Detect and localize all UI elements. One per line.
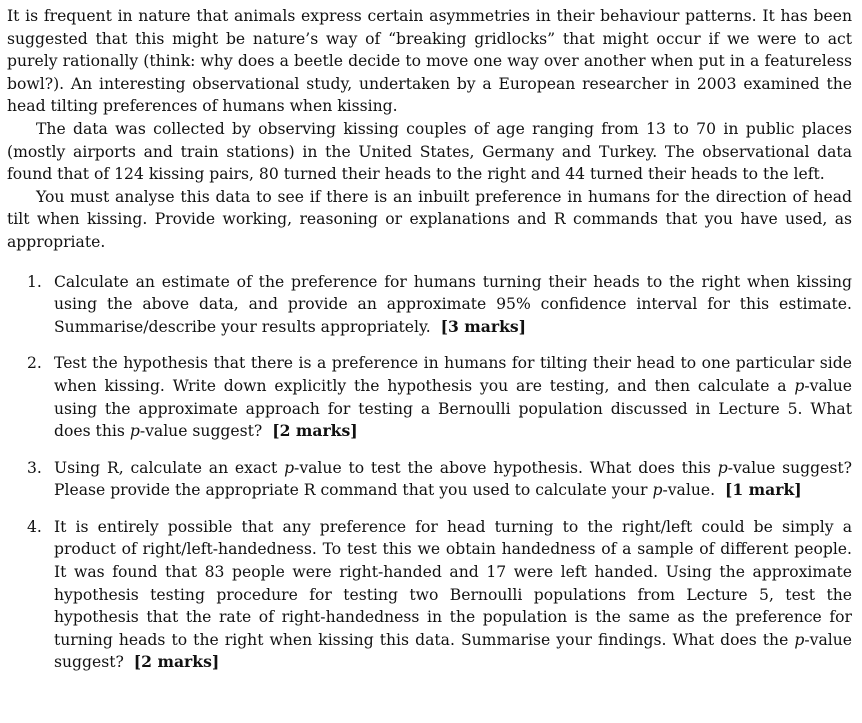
p-symbol: p [129, 422, 140, 441]
question-1 [7, 271, 852, 339]
p-symbol: p [794, 630, 805, 649]
p-symbol: p [794, 376, 805, 395]
question-4 [7, 516, 852, 674]
question-3 [7, 457, 852, 502]
question-marks: [1 mark] [724, 480, 802, 500]
intro-paragraph-3: You must analyse this data to see if there is an inbuilt preference in humans for the direction of head tilt when kissing. Provide working, reasoning or explanations and R commands that you have used, as appropriate. [7, 187, 852, 251]
question-marks: [2 marks] [272, 421, 358, 441]
question-marks: [3 marks] [440, 316, 527, 336]
question-text: -value suggest? Please provide the appropriate R command that you used to calculate your [54, 458, 852, 500]
p-symbol: p [652, 481, 663, 500]
question-text: -value using the approximate approach for testing a Bernoulli population discussed in Lecture 5. What does this [54, 376, 852, 441]
question-number: 1. [27, 272, 42, 291]
question-text: -value. [662, 481, 716, 500]
intro-paragraph-2: The data was collected by observing kissing couples of age ranging from 13 to 70 in public places (mostly airports and train stations) in the United States, Germany and Turkey. The observational data found that of 124 kissing pairs, 80 turned their heads to the right and 44 turned their heads to the left. [7, 119, 852, 184]
p-symbol: p [717, 458, 728, 477]
question-text: It is entirely possible that any preference for head turning to the right/left could be simply a product of right/left-handedness. To test this we obtain handedness of a sample of different people. It was found that 83 people were right-handed and 17 were left handed. Using the approximate hypothesis testing procedure for testing two Bernoulli populations from Lecture 5, test the hypothesis that the rate of right-handedness in the population is the same as the preference for turning heads to the right when kissing this data. Summarise your findings. What does the [54, 517, 852, 649]
question-2 [7, 352, 852, 442]
question-text: Test the hypothesis that there is a preference in humans for tilting their head to one particular side when kissing. Write down explicitly the hypothesis you are testing, and then calculate a [54, 354, 852, 395]
p-symbol: p [284, 458, 295, 477]
question-text: Calculate an estimate of the preference for humans turning their heads to the right when kissing using the above data, and provide an approximate 95% confidence interval for this estimate. Summarise/describe your results appropriately. [54, 272, 852, 336]
question-marks: [2 marks] [133, 652, 220, 672]
question-number: 3. [27, 458, 42, 477]
question-text: -value suggest? [54, 630, 852, 672]
question-text: -value to test the above hypothesis. What does this [294, 458, 718, 477]
question-text: Using R, calculate an exact [54, 458, 285, 477]
intro-paragraph-1: It is frequent in nature that animals express certain asymmetries in their behaviour patterns. It has been suggested that this might be nature’s way of “breaking gridlocks” that might occur if we were to act purely rationally (think: why does a beetle decide to move one way over another when put in a featureless bowl?). An interesting observational study, undertaken by a European researcher in 2003 examined the head tilting preferences of humans when kissing. [7, 7, 852, 116]
question-number: 2. [27, 354, 42, 373]
question-number: 4. [27, 517, 42, 536]
question-list [7, 271, 852, 675]
question-text: -value suggest? [139, 422, 263, 441]
